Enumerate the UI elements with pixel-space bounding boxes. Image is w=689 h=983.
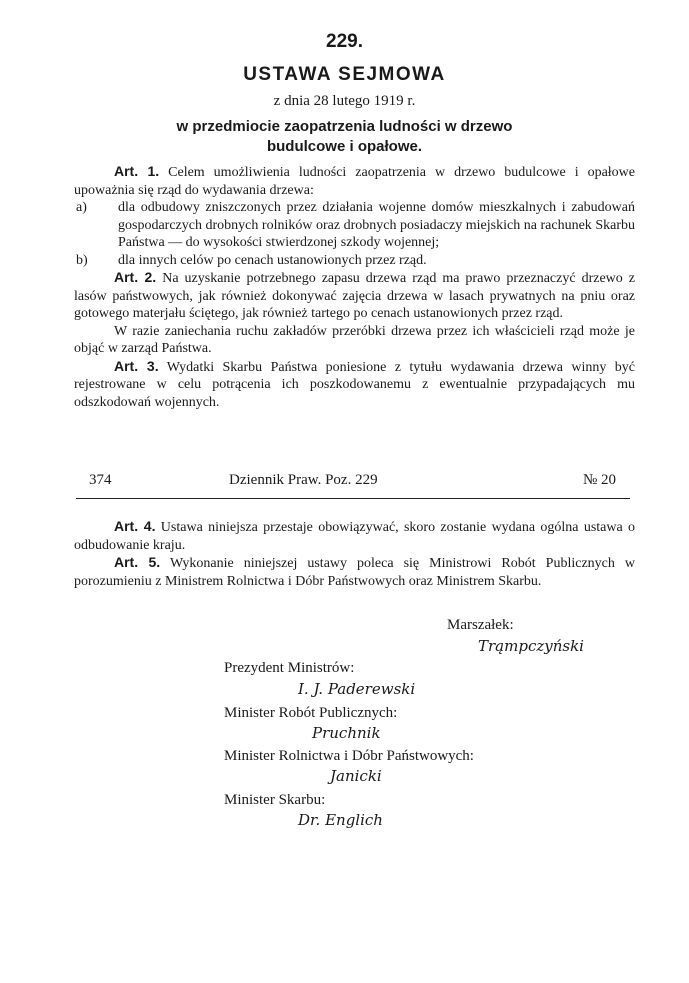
article-5-text: Wykonanie niniejszej ustawy poleca się Ministrowi Robót Publicznych w porozumieniu z Ministrem Rolnictwa i Dóbr Państwowych oraz Ministrem Skarbu. xyxy=(74,556,636,589)
article-2 xyxy=(74,269,635,323)
article-1-label: Art. 1. xyxy=(114,163,160,179)
signature-role: Prezydent Ministrów: xyxy=(224,660,355,676)
header-issue: № 20 xyxy=(582,472,616,488)
act-subject xyxy=(0,117,689,157)
article-2-paragraph-2: W razie zaniechania ruchu zakładów przeróbki drzewa przez ich właścicieli rząd może je objąć w zarząd Państwa. xyxy=(74,323,635,356)
subject-line-2: budulcowe i opałowe. xyxy=(266,138,422,155)
act-date: z dnia 28 lutego 1919 r. xyxy=(273,93,416,109)
article-2-label: Art. 2. xyxy=(114,269,157,285)
article-1-text: Celem umożliwienia ludności zaopatrzenia w drzewo budulcowe i opałowe upoważnia się rząd do wydawania drzewa: xyxy=(74,165,635,198)
signature-name: Janicki xyxy=(330,767,382,785)
article-1 xyxy=(74,163,635,199)
act-title: USTAWA SEJMOWA xyxy=(243,64,446,85)
list-item xyxy=(74,199,635,252)
article-4 xyxy=(74,518,635,554)
subject-line-1: w przedmiocie zaopatrzenia ludności w drzewo xyxy=(176,118,513,135)
article-5 xyxy=(74,554,635,590)
article-3 xyxy=(74,358,635,412)
article-5-label: Art. 5. xyxy=(114,554,161,570)
item-text: dla odbudowy zniszczonych przez działania wojenne domów mieszkalnych i zabudowań gospodarczych drobnych rolników oraz drobnych posiadaczy miejskich na rachunek Skarbu Państwa — do wysokości stwierdzonej szkody wojennej; xyxy=(118,200,635,250)
signature-name: Dr. Englich xyxy=(298,811,383,829)
article-1-items xyxy=(74,199,635,269)
article-4-label: Art. 4. xyxy=(114,518,156,534)
item-label: a) xyxy=(76,200,87,215)
article-2-text: Na uzyskanie potrzebnego zapasu drzewa rząd ma prawo przeznaczyć drzewo z lasów państwowych, jak również dokonywać zajęcia drzewa w lasach prywatnych na pniu oraz gotowego materjału ściętego, jak również tartego po cenach ustanowionych przez rząd. xyxy=(74,271,635,321)
act-number: 229. xyxy=(326,31,363,52)
articles-lower xyxy=(74,518,635,590)
articles-upper xyxy=(74,163,635,411)
signature-role: Minister Rolnictwa i Dóbr Państwowych: xyxy=(224,748,474,764)
item-label: b) xyxy=(76,252,88,268)
header-rule xyxy=(76,498,630,499)
item-text: dla innych celów po cenach ustanowionych przez rząd. xyxy=(118,252,427,268)
list-item xyxy=(74,252,635,270)
article-4-text: Ustawa niniejsza przestaje obowiązywać, skoro zostanie wydana ogólna ustawa o odbudowanie kraju. xyxy=(74,520,635,553)
signature-role: Minister Robót Publicznych: xyxy=(224,705,398,721)
header-page-number: 374 xyxy=(89,472,112,488)
signature-name: Trąmpczyński xyxy=(478,637,584,655)
signature-name: I. J. Paderewski xyxy=(298,680,416,698)
article-3-label: Art. 3. xyxy=(114,357,159,374)
signature-role: Minister Skarbu: xyxy=(224,792,326,808)
signature-role: Marszałek: xyxy=(447,617,514,633)
article-3-text: Wydatki Skarbu Państwa poniesione z tytułu wydawania drzewa winny być rejestrowane w celu potrącenia ich poszkodowanemu z ewentualnie przypadających mu odszkodowań wojennych. xyxy=(74,359,636,410)
signature-name: Pruchnik xyxy=(312,724,381,742)
header-journal: Dziennik Praw. Poz. 229 xyxy=(229,472,378,488)
